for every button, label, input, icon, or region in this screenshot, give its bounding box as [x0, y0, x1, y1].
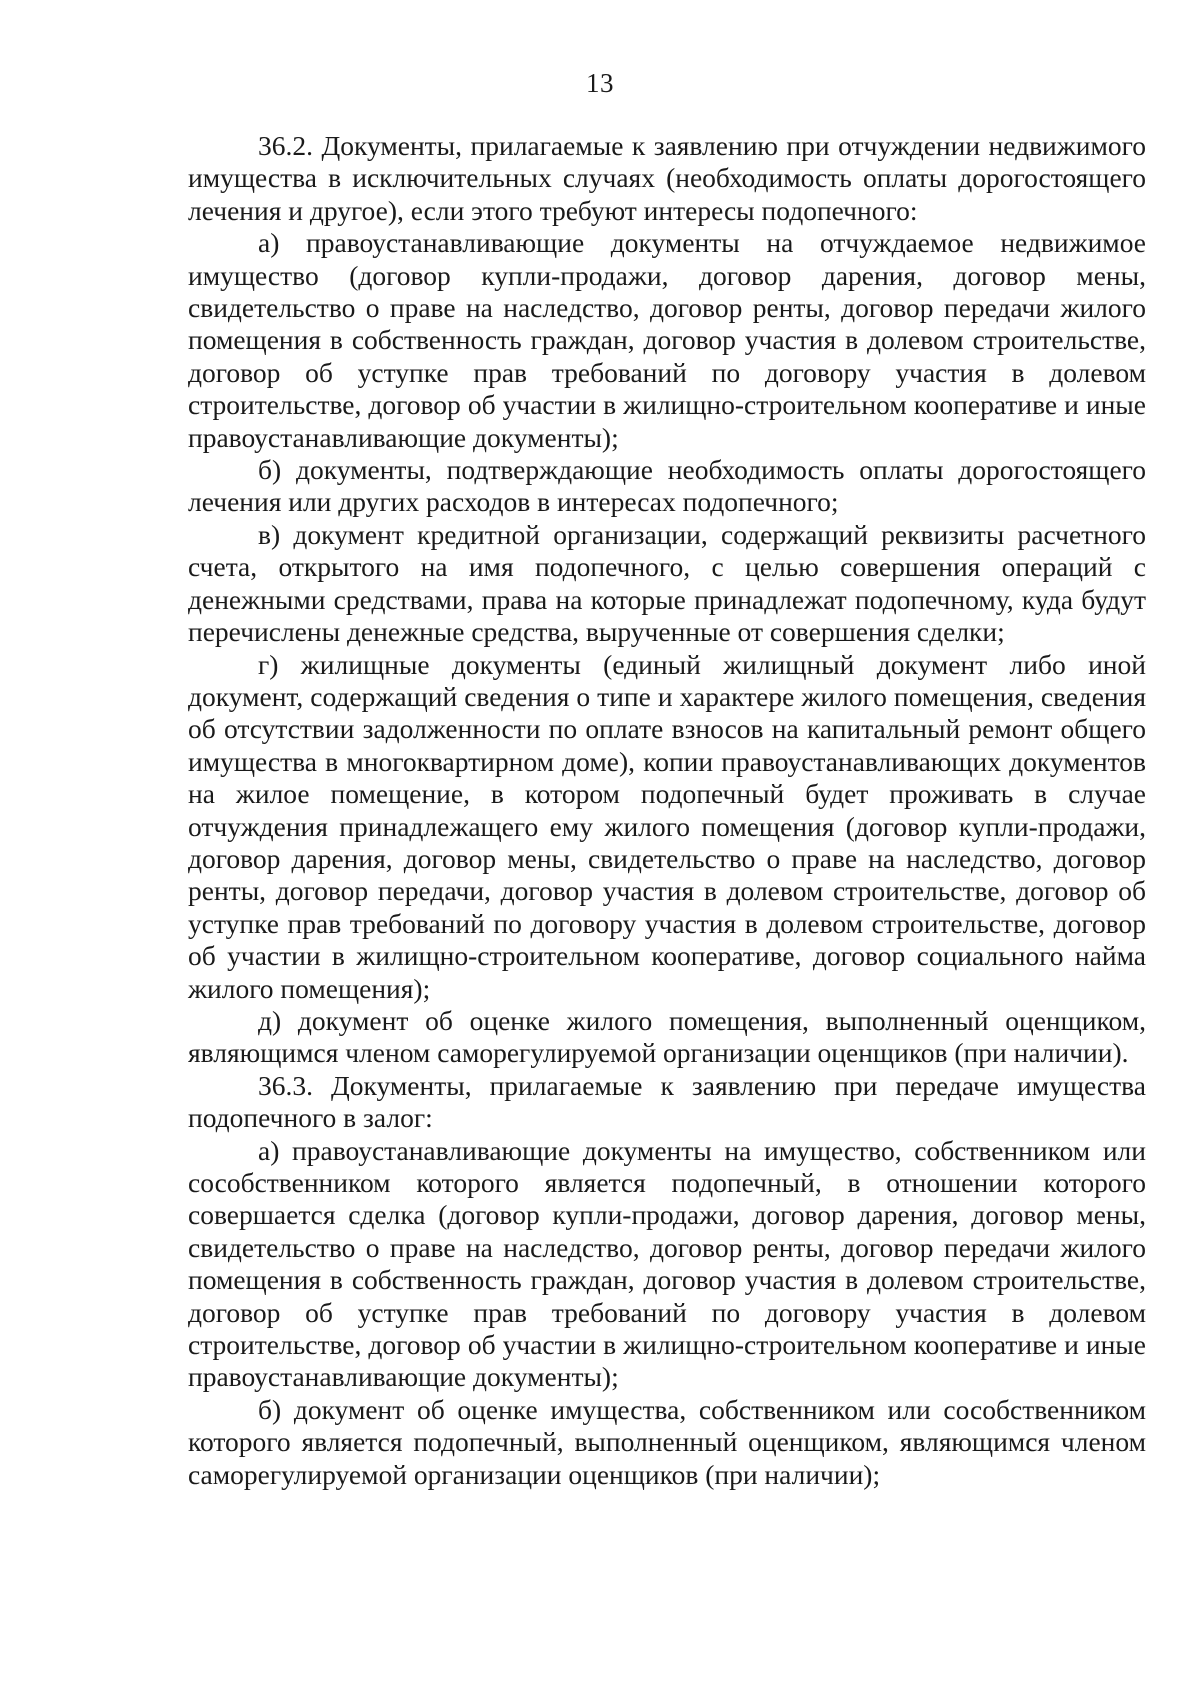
document-body [188, 130, 1146, 1491]
paragraph-36-2-g: г) жилищные документы (единый жилищный документ либо иной документ, содержащий сведения о типе и характере жилого помещения, сведения об отсутствии задолженности по оплате взносов на капитальный ремонт общего имущества в многоквартирном доме), копии правоустанавливающих документов на жилое помещение, в котором подопечный будет проживать в случае отчуждения принадлежащего ему жилого помещения (договор купли-продажи, договор дарения, договор мены, свидетельство о праве на наследство, договор ренты, договор передачи, договор участия в долевом строительстве, договор об уступке прав требований по договору участия в долевом строительстве, договор об участии в жилищно-строительном кооперативе, договор социального найма жилого помещения); [188, 648, 1146, 1004]
paragraph-36-3-b: б) документ об оценке имущества, собственником или сособственником которого является подопечный, выполненный оценщиком, являющимся членом саморегулируемой организации оценщиков (при наличии); [188, 1393, 1146, 1490]
paragraph-36-2-v: в) документ кредитной организации, содержащий реквизиты расчетного счета, открытого на имя подопечного, с целью совершения операций с денежными средствами, права на которые принадлежат подопечному, куда будут перечислены денежные средства, вырученные от совершения сделки; [188, 518, 1146, 648]
paragraph-36-2-b: б) документы, подтверждающие необходимость оплаты дорогостоящего лечения или других расходов в интересах подопечного; [188, 454, 1146, 518]
page-number: 13 [586, 68, 614, 98]
paragraph-36-2-intro: 36.2. Документы, прилагаемые к заявлению при отчуждении недвижимого имущества в исключительных случаях (необходимость оплаты дорогостоящего лечения и другое), если этого требуют интересы подопечного: [188, 130, 1146, 226]
paragraph-36-3-a: а) правоустанавливающие документы на имущество, собственником или сособственником которого является подопечный, в отношении которого совершается сделка (договор купли-продажи, договор дарения, договор мены, свидетельство о праве на наследство, договор ренты, договор передачи жилого помещения в собственность граждан, договор участия в долевом строительстве, договор об уступке прав требований по договору участия в долевом строительстве, договор об участии в жилищно-строительном кооперативе и иные правоустанавливающие документы); [188, 1134, 1146, 1393]
paragraph-36-3-intro: 36.3. Документы, прилагаемые к заявлению при передаче имущества подопечного в залог: [188, 1069, 1146, 1134]
paragraph-36-2-d: д) документ об оценке жилого помещения, выполненный оценщиком, являющимся членом саморегулируемой организации оценщиков (при наличии). [188, 1004, 1146, 1069]
paragraph-36-2-a: а) правоустанавливающие документы на отчуждаемое недвижимое имущество (договор купли-продажи, договор дарения, договор мены, свидетельство о праве на наследство, договор ренты, договор передачи жилого помещения в собственность граждан, договор участия в долевом строительстве, договор об уступке прав требований по договору участия в долевом строительстве, договор об участии в жилищно-строительном кооперативе и иные правоустанавливающие документы); [188, 227, 1146, 453]
